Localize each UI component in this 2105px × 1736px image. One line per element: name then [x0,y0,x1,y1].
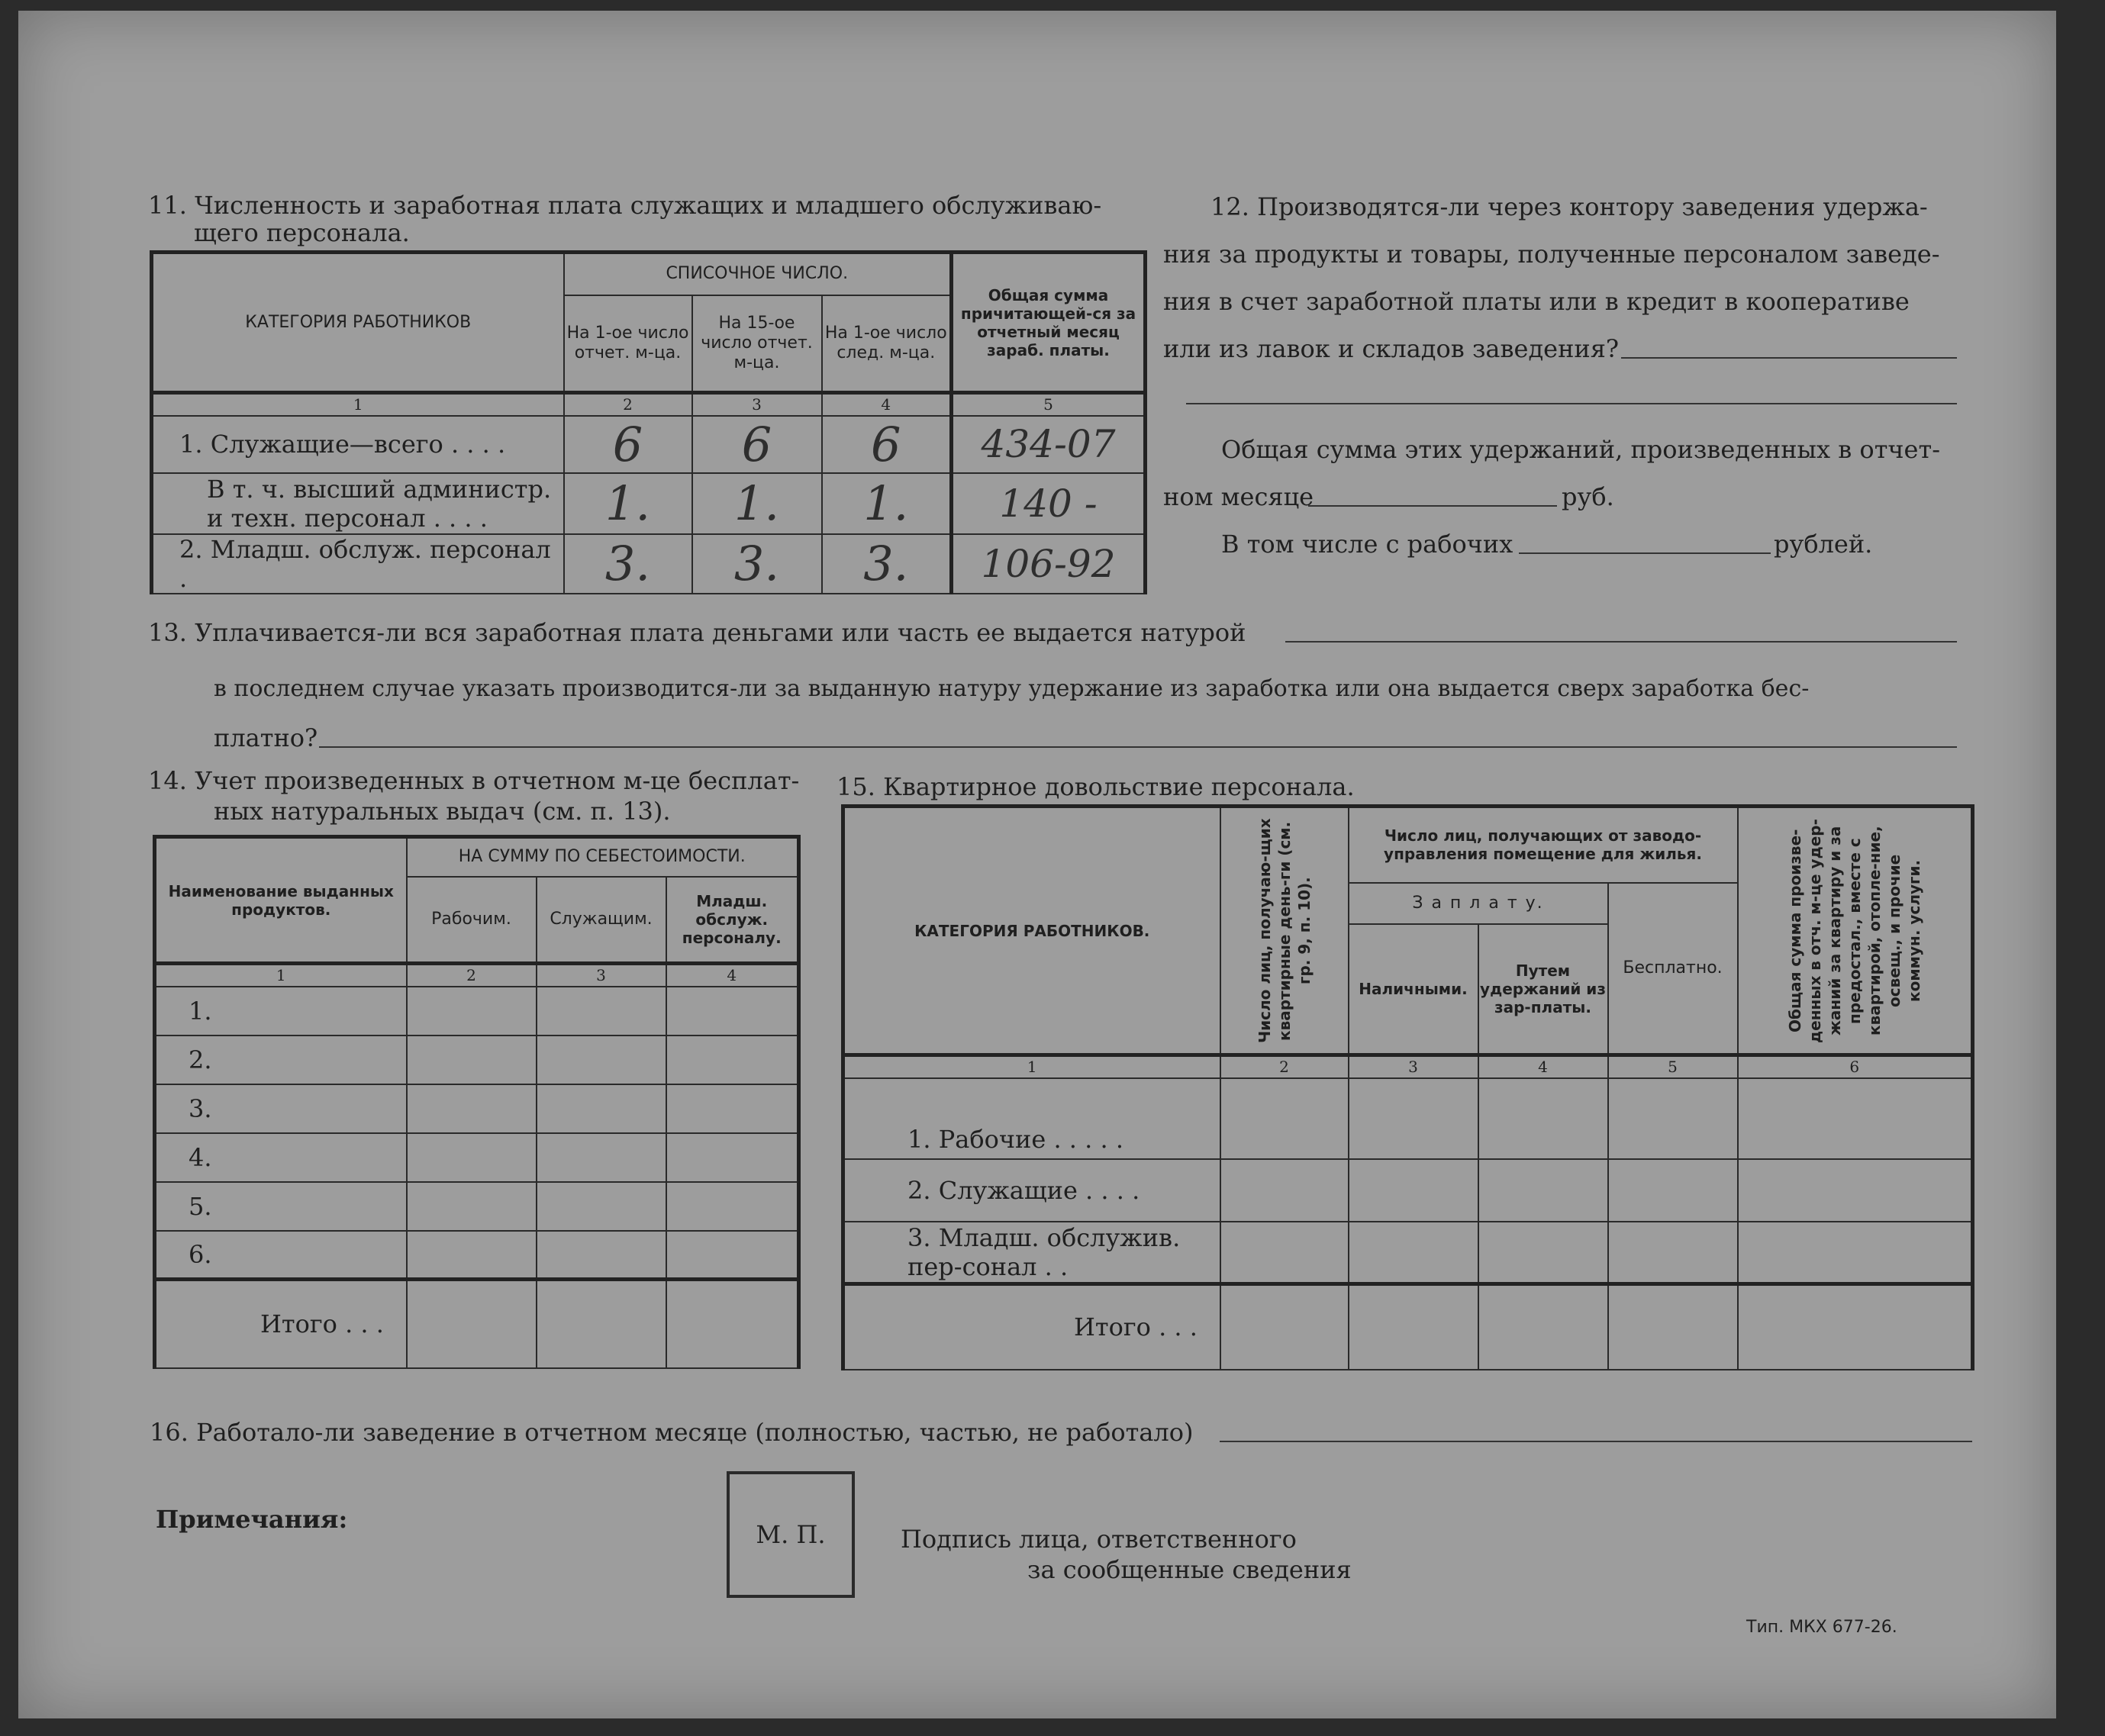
s11-cell: 1. [822,473,952,534]
s14-cell[interactable] [407,1231,537,1280]
s15-colnum-6: 6 [1738,1055,1973,1078]
s14-cell[interactable] [666,1084,799,1133]
s15-header-category: КАТЕГОРИЯ РАБОТНИКОВ. [843,807,1220,1055]
s15-cell[interactable] [1220,1159,1349,1222]
s14-total-cell[interactable] [407,1280,537,1368]
s14-header-name: Наименование выданных продуктов. [155,837,407,964]
s14-cell[interactable] [537,1231,666,1280]
s11-cell: 3. [692,534,822,594]
s11-colnum-2: 2 [564,393,692,416]
s11-cell: 3. [564,534,692,594]
s14-header-employees: Служащим. [537,877,666,964]
s14-cell[interactable] [537,1035,666,1084]
s14-row [155,1182,799,1231]
s11-cell: 6 [692,416,822,473]
s14-cell[interactable] [407,1084,537,1133]
notes-label: Примечания: [156,1505,348,1534]
s15-colnum-1: 1 [843,1055,1220,1078]
s12-line1: 12. Производятся-ли через контору заведения удержа- [1210,192,1928,221]
s11-colnum-3: 3 [692,393,822,416]
s15-total-cell[interactable] [1349,1284,1478,1370]
s14-row-label: 5. [155,1182,407,1231]
s14-row [155,1084,799,1133]
s15-row-workers [843,1078,1973,1159]
s14-cell[interactable] [666,1182,799,1231]
s14-cell[interactable] [537,1182,666,1231]
s15-total-label: Итого . . . [843,1284,1220,1370]
s11-cell: 1. [692,473,822,534]
signature-line2: за сообщенные сведения [1027,1555,1352,1584]
s11-header-list-count: СПИСОЧНОЕ ЧИСЛО. [564,253,952,295]
s14-title-line2: ных натуральных выдач (см. п. 13). [214,797,671,826]
s14-total-cell[interactable] [666,1280,799,1368]
s14-row-label: 6. [155,1231,407,1280]
s15-header-col2: Число лиц, получаю-щих квартирные день-ги (см. гр. 9, п. 10). [1255,818,1314,1043]
s15-colnum-2: 2 [1220,1055,1349,1078]
s15-row-label: 2. Служащие . . . . [843,1159,1220,1222]
s15-total-cell[interactable] [1220,1284,1349,1370]
s11-colnum-1: 1 [152,393,564,416]
s14-colnum-2: 2 [407,964,537,987]
s16-line: 16. Работало-ли заведение в отчетном месяце (полностью, частью, не работало) [150,1418,1194,1447]
s14-row-label: 2. [155,1035,407,1084]
s11-table [150,250,1147,594]
s15-cell[interactable] [1349,1078,1478,1159]
s15-cell[interactable] [1738,1078,1973,1159]
s11-header-col5: Общая сумма причитающей-ся за отчетный месяц зараб. платы. [952,253,1146,393]
s12-answer-line2[interactable] [1186,403,1957,404]
form-sheet [18,11,2056,1718]
s14-colnum-3: 3 [537,964,666,987]
s15-row-label: 3. Младш. обслужив. пер-сонал . . [843,1222,1220,1284]
s14-cell[interactable] [407,1133,537,1182]
s11-header-category: КАТЕГОРИЯ РАБОТНИКОВ [152,253,564,393]
s15-header-free: Бесплатно. [1608,883,1738,1055]
s15-colnum-3: 3 [1349,1055,1478,1078]
s13-line2: в последнем случае указать производится-ли за выданную натуру удержание из заработка или она выдается сверх заработка бес- [214,675,1810,702]
s15-row-employees [843,1159,1973,1222]
s15-cell[interactable] [1608,1222,1738,1284]
s13-line3: платно? [214,723,318,752]
s15-colnum-5: 5 [1608,1055,1738,1078]
s11-colnum-4: 4 [822,393,952,416]
s15-cell[interactable] [1478,1078,1608,1159]
s11-colnum-5: 5 [952,393,1146,416]
s15-table [841,804,1974,1370]
s11-cell: 106-92 [952,534,1146,594]
s12-workers-field[interactable] [1519,552,1771,554]
s14-cell[interactable] [407,1182,537,1231]
s14-row [155,1231,799,1280]
s14-row-label: 1. [155,987,407,1035]
s14-total-row [155,1280,799,1368]
s15-total-cell[interactable] [1478,1284,1608,1370]
s15-cell[interactable] [1349,1222,1478,1284]
s15-cell[interactable] [1349,1159,1478,1222]
s11-header-col3: На 15-ое число отчет. м-ца. [692,295,822,393]
s11-row-admin [152,473,1146,534]
s14-cell[interactable] [666,1231,799,1280]
s14-row-label: 4. [155,1133,407,1182]
s15-total-cell[interactable] [1738,1284,1973,1370]
s12-line4: или из лавок и складов заведения? [1163,334,1620,363]
s14-colnum-1: 1 [155,964,407,987]
s11-cell: 6 [822,416,952,473]
s11-row-label: 2. Младш. обслуж. персонал . [152,534,564,594]
s15-cell[interactable] [1220,1078,1349,1159]
s14-colnum-4: 4 [666,964,799,987]
s16-answer-line[interactable] [1220,1441,1972,1442]
s14-cell[interactable] [666,1035,799,1084]
printer-mark: Тип. МКХ 677-26. [1746,1618,1897,1637]
s12-sum-line2a: ном месяце [1163,482,1314,511]
s15-colnum-4: 4 [1478,1055,1608,1078]
s12-answer-line[interactable] [1621,357,1957,359]
s11-cell: 3. [822,534,952,594]
s13-answer-line2[interactable] [319,746,1957,748]
s12-sum-line2b: руб. [1562,482,1614,511]
s15-header-housing: Число лиц, получающих от заводо-управления помещение для жилья. [1349,807,1738,883]
s15-cell[interactable] [1738,1159,1973,1222]
s15-cell[interactable] [1738,1222,1973,1284]
s11-title-line1: 11. Численность и заработная плата служащих и младшего обслуживаю- [148,191,1102,220]
s15-row-label: 1. Рабочие . . . . . [843,1078,1220,1159]
s11-title-line2: щего персонала. [194,218,410,247]
s14-header-workers: Рабочим. [407,877,537,964]
s15-row-junior [843,1222,1973,1284]
s14-row [155,987,799,1035]
s15-header-col6-cell [1738,807,1973,1055]
s15-cell[interactable] [1608,1078,1738,1159]
s14-total-cell[interactable] [537,1280,666,1368]
s14-total-label: Итого . . . [155,1280,407,1368]
s11-cell: 1. [564,473,692,534]
s14-cell[interactable] [407,1035,537,1084]
signature-line1: Подпись лица, ответственного [901,1525,1297,1554]
s14-cell[interactable] [537,1133,666,1182]
s11-cell: 6 [564,416,692,473]
s14-cell[interactable] [537,987,666,1035]
s15-cell[interactable] [1478,1222,1608,1284]
s15-header-col6: Общая сумма произве-денных в отч. м-це удер-жаний за квартиру и за предостал., вместе с квартирой, отопле-ние, освещ., и прочие коммун. услуги. [1785,818,1923,1043]
s11-row-label: В т. ч. высший администр. и техн. персонал . . . . [152,473,564,534]
s15-header-col2-cell [1220,807,1349,1055]
s14-header-junior: Младш. обслуж. персоналу. [666,877,799,964]
s15-header-paid: З а п л а т у. [1349,883,1608,924]
s15-total-cell[interactable] [1608,1284,1738,1370]
s15-header-cash: Наличными. [1349,924,1478,1055]
s14-cell[interactable] [666,1133,799,1182]
s14-title-line1: 14. Учет произведенных в отчетном м-це бесплат- [148,766,800,795]
s14-row-label: 3. [155,1084,407,1133]
s15-cell[interactable] [1608,1159,1738,1222]
s12-workers-a: В том числе с рабочих [1221,530,1513,559]
s11-cell: 434-07 [952,416,1146,473]
stamp-label: М. П. [756,1520,826,1549]
s14-row [155,1035,799,1084]
s11-row-junior [152,534,1146,594]
s13-line1: 13. Уплачивается-ли вся заработная плата деньгами или часть ее выдается натурой [148,618,1246,647]
s13-answer-line1[interactable] [1285,641,1957,643]
s11-row-employees [152,416,1146,473]
s11-header-col2: На 1-ое число отчет. м-ца. [564,295,692,393]
s15-cell[interactable] [1478,1159,1608,1222]
s14-row [155,1133,799,1182]
s12-workers-b: рублей. [1774,530,1873,559]
s14-table [153,835,801,1369]
s14-cell[interactable] [666,987,799,1035]
s15-header-deduct: Путем удержаний из зар-платы. [1478,924,1608,1055]
s14-cell[interactable] [537,1084,666,1133]
s12-sum-line1: Общая сумма этих удержаний, произведенных в отчет- [1221,435,1940,464]
s11-header-col4: На 1-ое число след. м-ца. [822,295,952,393]
s14-cell[interactable] [407,987,537,1035]
s15-cell[interactable] [1220,1222,1349,1284]
stamp-box [727,1471,855,1598]
s11-cell: 140 - [952,473,1146,534]
s12-line3: ния в счет заработной платы или в кредит в кооперативе [1163,287,1910,316]
s12-line2: ния за продукты и товары, полученные персоналом заведе- [1163,240,1940,269]
s14-header-cost: НА СУММУ ПО СЕБЕСТОИМОСТИ. [407,837,799,877]
s15-title: 15. Квартирное довольствие персонала. [837,772,1355,801]
s11-row-label: 1. Служащие—всего . . . . [152,416,564,473]
s15-total-row [843,1284,1973,1370]
s12-sum-field[interactable] [1308,505,1557,507]
